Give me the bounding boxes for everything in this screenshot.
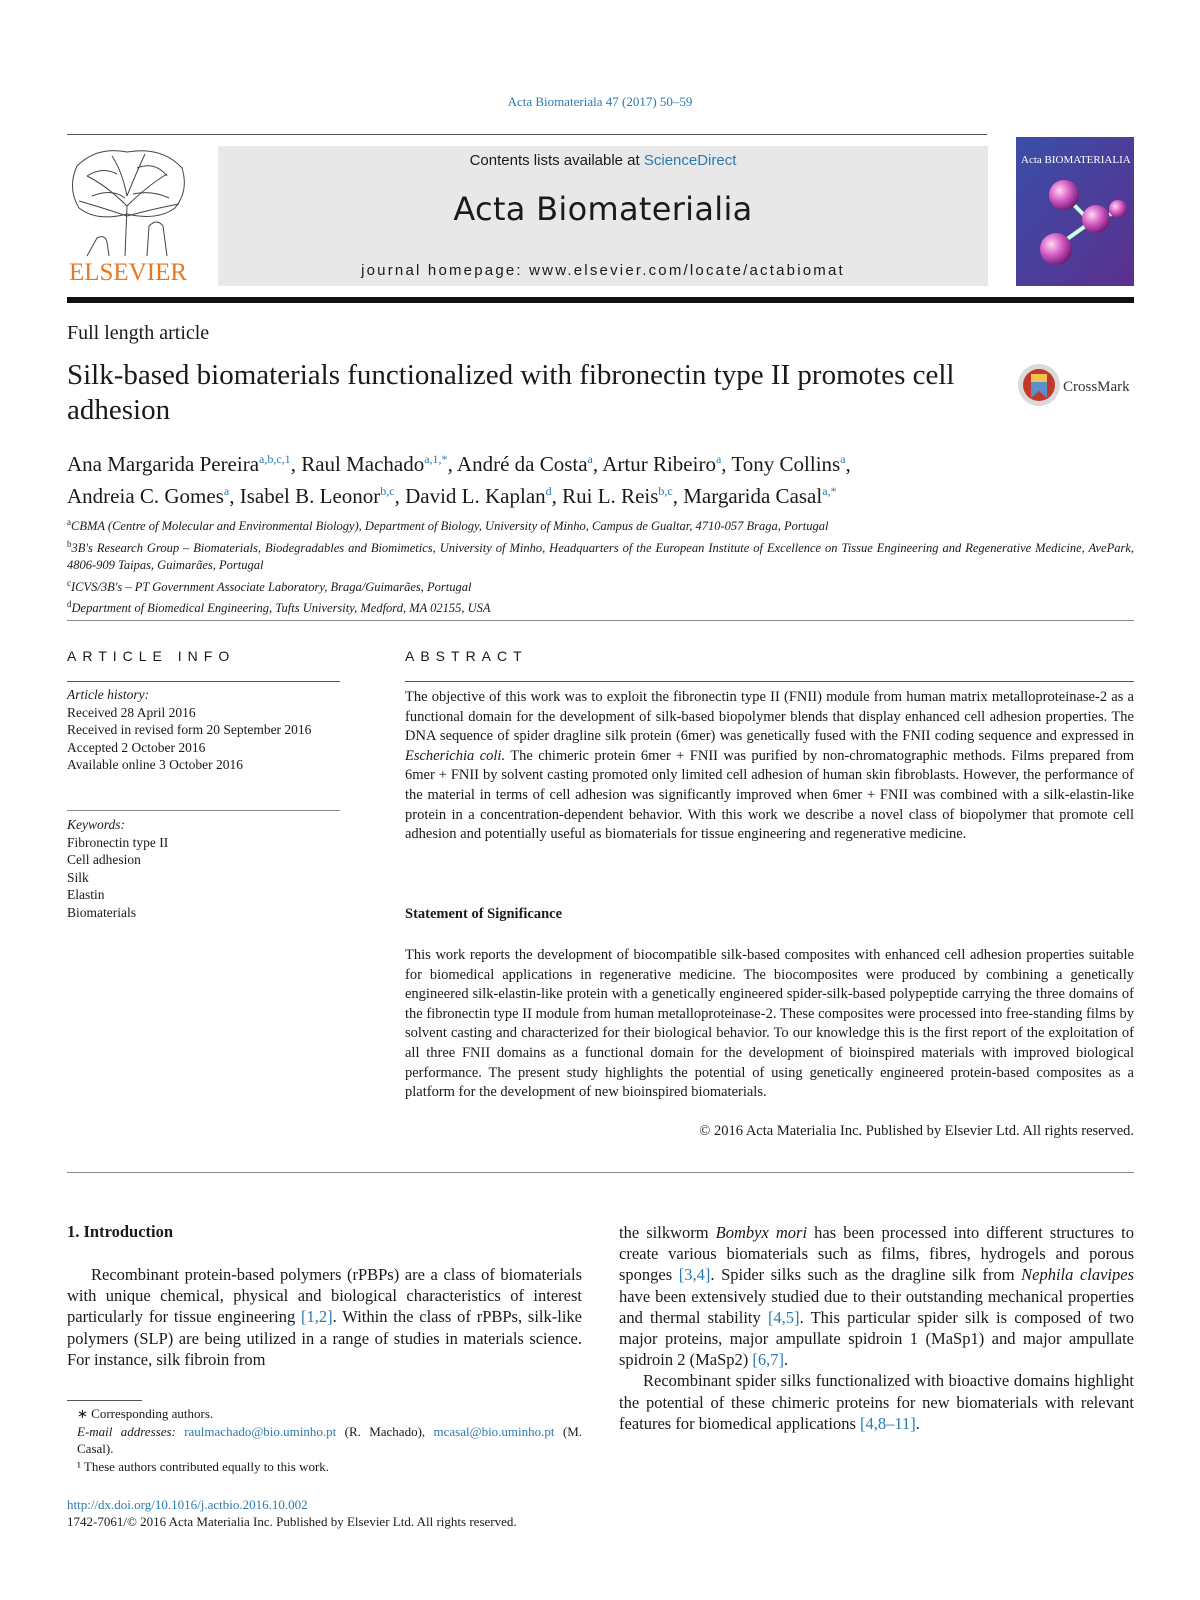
affiliation: $^c$ICVS/3B's – PT Government Associate Laboratory, Braga/Guimarães, Portugal [67, 577, 472, 594]
corresponding-note: ∗ Corresponding authors. [77, 1406, 214, 1421]
contents-line: Contents lists available at ScienceDirect [469, 152, 737, 169]
author: Tony Collins$^a$, [731, 452, 851, 476]
journal-citation[interactable]: Acta Biomateriala 47 (2017) 50–59 [507, 94, 693, 109]
doi-link[interactable]: http://dx.doi.org/10.1016/j.actbio.2016.10.002 [67, 1497, 308, 1512]
author: Isabel B. Leonor$^{b,c}$, [239, 484, 406, 508]
crossmark-icon [1017, 362, 1137, 408]
reference-link[interactable]: [4,8–11] [860, 1413, 916, 1433]
issn-line: 1742-7061/© 2016 Acta Materialia Inc. Published by Elsevier Ltd. All rights reserved. [67, 1514, 517, 1529]
journal-cover-image[interactable] [1016, 137, 1134, 286]
cover-title: Acta BIOMATERIALIA [1021, 154, 1131, 166]
crossmark-badge[interactable] [1017, 362, 1137, 408]
author-list [67, 446, 1137, 510]
keyword: Fibronectin type II [67, 834, 169, 850]
history-item: Received 28 April 2016 [67, 704, 196, 720]
article-info-rule [67, 681, 340, 682]
header-rule [67, 134, 987, 135]
keyword: Cell adhesion [67, 852, 141, 867]
author: Margarida Casal$^{a,*}$ [683, 484, 837, 508]
section-divider [67, 620, 1134, 621]
affiliation: $^b$3B's Research Group – Biomaterials, Biodegradables and Biomimetics, University of Minho, Headquarters of the European Institute of Excellence on Tissue Engineering and Regenerative Medicine, AvePark, 4806-909 Taipas, Guimarães, Portugal [67, 538, 1134, 573]
abstract-rule [405, 681, 1134, 682]
affiliation-list [67, 514, 1134, 618]
article-title: Silk-based biomaterials functionalized with fibronectin type II promotes cell adhesion [67, 359, 955, 426]
body-left-column [67, 1264, 582, 1370]
email-link[interactable]: raulmachado@bio.uminho.pt [184, 1423, 337, 1439]
reference-link[interactable]: [3,4] [678, 1265, 711, 1285]
journal-banner [218, 146, 988, 286]
keywords-rule [67, 810, 340, 811]
keyword: Biomaterials [67, 904, 136, 920]
author: Artur Ribeiro$^a$, [602, 452, 732, 476]
paragraph: Recombinant protein-based polymers (rPBPs) are a class of biomaterials with unique chemical, physical and biological characteristics of interest particularly for tissue engineering [1,2]. Within the class of rPBPs, silk-like polymers (SLP) are being utilized in a range of studies in materials science. For instance, silk fibroin from [67, 1265, 582, 1369]
keyword: Elastin [67, 887, 105, 902]
journal-name: Acta Biomaterialia [453, 190, 753, 228]
footnote-rule [67, 1400, 142, 1401]
paragraph: the silkworm Bombyx mori has been processed into different structures to create various biomaterials such as films, fibres, hydrogels and porous sponges [3,4]. Spider silks such as the dragline silk from Nephila clavipes have been extensively studied due to their outstanding mechanical properties and thermal stability [4,5]. This particular spider silk is composed of two major proteins, major ampullate spidroin 1 (MaSp1) and major ampullate spidroin 2 (MaSp2) [6,7]. [619, 1223, 1135, 1370]
paragraph: Recombinant spider silks functionalized with bioactive domains highlight the potential of these chimeric proteins for new biomaterials with relevant features for biomedical applications [4,8–11]. [619, 1371, 1134, 1433]
sciencedirect-link[interactable]: ScienceDirect [643, 152, 737, 169]
significance-heading: Statement of Significance [405, 906, 563, 922]
author: Andreia C. Gomes$^a$, [67, 484, 240, 508]
abstract-text: The objective of this work was to exploit the fibronectin type II (FNII) module from human matrix metalloproteinase-2 as a functional domain for the development of silk-based biopolymer blends that display enhanced cell adhesion properties. The DNA sequence of spider dragline silk protein (6mer) was genetically fused with the FNII coding sequence and expressed in Escherichia coli. The chimeric protein 6mer + FNII was purified by non-chromatographic methods. Films prepared from 6mer + FNII by solvent casting promoted only limited cell adhesion of human skin fibroblasts. However, the performance of the material in terms of cell adhesion was significantly improved when 6mer + FNII was combined with a silk-elastin-like protein in a concentration-dependent behavior. With this work we describe a novel class of biopolymer that promote cell adhesion and potentially useful as biomaterials for tissue engineering and regenerative medicine. [405, 689, 1134, 843]
elsevier-tree-icon [67, 146, 189, 286]
footnotes [67, 1405, 582, 1475]
history-item: Available online 3 October 2016 [67, 757, 243, 772]
email-link[interactable]: mcasal@bio.uminho.pt [433, 1423, 555, 1439]
reference-link[interactable]: [1,2] [301, 1307, 333, 1327]
keywords-list: Keywords: Fibronectin type II Cell adhesion Silk Elastin Biomaterials [67, 816, 340, 921]
author: Raul Machado$^{a,1,*}$, [301, 452, 457, 476]
keyword: Silk [67, 869, 89, 885]
author: Rui L. Reis$^{b,c}$, [562, 484, 684, 508]
history-item: Received in revised form 20 September 2016 [67, 722, 312, 737]
reference-link[interactable]: [6,7] [752, 1350, 784, 1370]
header-thick-rule [67, 297, 1134, 303]
history-item: Accepted 2 October 2016 [67, 739, 206, 755]
reference-link[interactable]: [4,5] [767, 1307, 800, 1327]
introduction-heading: 1. Introduction [67, 1222, 174, 1241]
article-history: Article history: Received 28 April 2016 Received in revised form 20 September 2016 Accepted 2 October 2016 Available online 3 October 2016 [67, 686, 340, 774]
article-info-heading: ARTICLE INFO [67, 648, 236, 664]
affiliation: $^a$CBMA (Centre of Molecular and Environmental Biology), Department of Biology, University of Minho, Campus de Gualtar, 4710-057 Braga, Portugal [67, 517, 829, 534]
equal-contribution-note: ¹ These authors contributed equally to this work. [77, 1458, 330, 1474]
affiliation: $^d$Department of Biomedical Engineering, Tufts University, Medford, MA 02155, USA [67, 599, 491, 616]
body-right-column [619, 1222, 1134, 1434]
body-divider [67, 1172, 1134, 1173]
crossmark-label: CrossMark [1063, 379, 1130, 395]
author: André da Costa$^a$, [456, 452, 603, 476]
article-type: Full length article [67, 322, 210, 344]
elsevier-logo[interactable] [67, 146, 189, 286]
significance-text: This work reports the development of biocompatible silk-based composites with enhanced cell adhesion properties suitable for biomedical applications in regenerative medicine. The biocomposites were produced by combining a genetically engineered silk-elastin-like protein with a genetically engineered spider-silk-based polypeptide carrying the three domains of the fibronectin type II module from human metalloproteinase-2. These composites were processed into free-standing films by solvent casting and characterized for their biological behavior. To our knowledge this is the first report of the exploitation of all three FNII domains as a functional domain for the development of bioinspired materials with improved biological performance. The present study highlights the potential of using genetically engineered protein-based composites as a platform for the development of new bioinspired biomaterials. [405, 947, 1134, 1101]
abstract-heading: ABSTRACT [405, 648, 528, 664]
abstract-copyright: © 2016 Acta Materialia Inc. Published by Elsevier Ltd. All rights reserved. [699, 1123, 1134, 1139]
email-note: E-mail addresses: raulmachado@bio.uminho.pt (R. Machado), mcasal@bio.uminho.pt (M. Casal). [77, 1423, 582, 1456]
cover-art-icon [1016, 137, 1134, 286]
author: David L. Kaplan$^d$, [405, 484, 563, 508]
author: Ana Margarida Pereira$^{a,b,c,1}$, [67, 452, 302, 476]
elsevier-wordmark: ELSEVIER [68, 259, 188, 286]
journal-homepage[interactable]: journal homepage: www.elsevier.com/locate/actabiomat [361, 262, 845, 279]
